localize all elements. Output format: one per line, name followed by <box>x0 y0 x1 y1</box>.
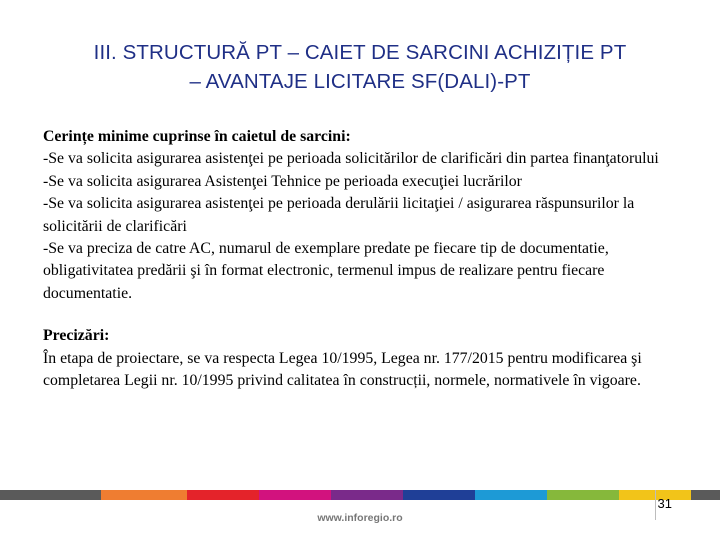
footer-bar-segment <box>101 490 187 500</box>
footer-bar-segment <box>475 490 547 500</box>
requirement-item: -Se va solicita asigurarea Asistenţei Tehnice pe perioada execuţiei lucrărilor <box>43 172 522 190</box>
footer-bar-segment <box>259 490 331 500</box>
requirement-item: -Se va solicita asigurarea asistenţei pe perioada solicitărilor de clarificări din partea finanţatorului <box>43 150 659 168</box>
footer-bar-segment <box>547 490 619 500</box>
title-line-1: III. STRUCTURĂ PT – CAIET DE SARCINI ACHIZIȚIE PT <box>93 41 627 64</box>
footer-bar-segment <box>331 490 403 500</box>
footer-bar-segment <box>0 490 101 500</box>
footer-bar-segment <box>691 490 720 500</box>
title-line-2: – AVANTAJE LICITARE SF(DALI)-PT <box>189 70 531 93</box>
clarifications-heading: Precizări: <box>43 327 110 345</box>
footer-color-bar <box>0 490 720 500</box>
slide-title <box>20 38 700 96</box>
footer-bar-segment <box>187 490 259 500</box>
requirement-item: -Se va preciza de catre AC, numarul de exemplare predate pe fiecare tip de documentatie, obligativitatea predării şi în format electronic, termenul impus de realizare pentru fiecare documentatie. <box>43 240 609 302</box>
website-link[interactable]: www.inforegio.ro <box>317 512 403 524</box>
footer-bar-segment <box>403 490 475 500</box>
requirement-item: -Se va solicita asigurarea asistenţei pe perioada derulării licitaţiei / asigurarea răspunsurilor la solicitării de clarificări <box>43 195 635 235</box>
slide-content <box>43 126 683 392</box>
page-number: 31 <box>657 496 672 511</box>
requirements-heading: Cerințe minime cuprinse în caietul de sarcini: <box>43 128 351 145</box>
clarifications-text: În etapa de proiectare, se va respecta Legea 10/1995, Legea nr. 177/2015 pentru modificarea şi completarea Legii nr. 10/1995 privind calitatea în construcții, normele, normativele în vigoare. <box>43 349 642 390</box>
section-gap <box>43 305 683 325</box>
